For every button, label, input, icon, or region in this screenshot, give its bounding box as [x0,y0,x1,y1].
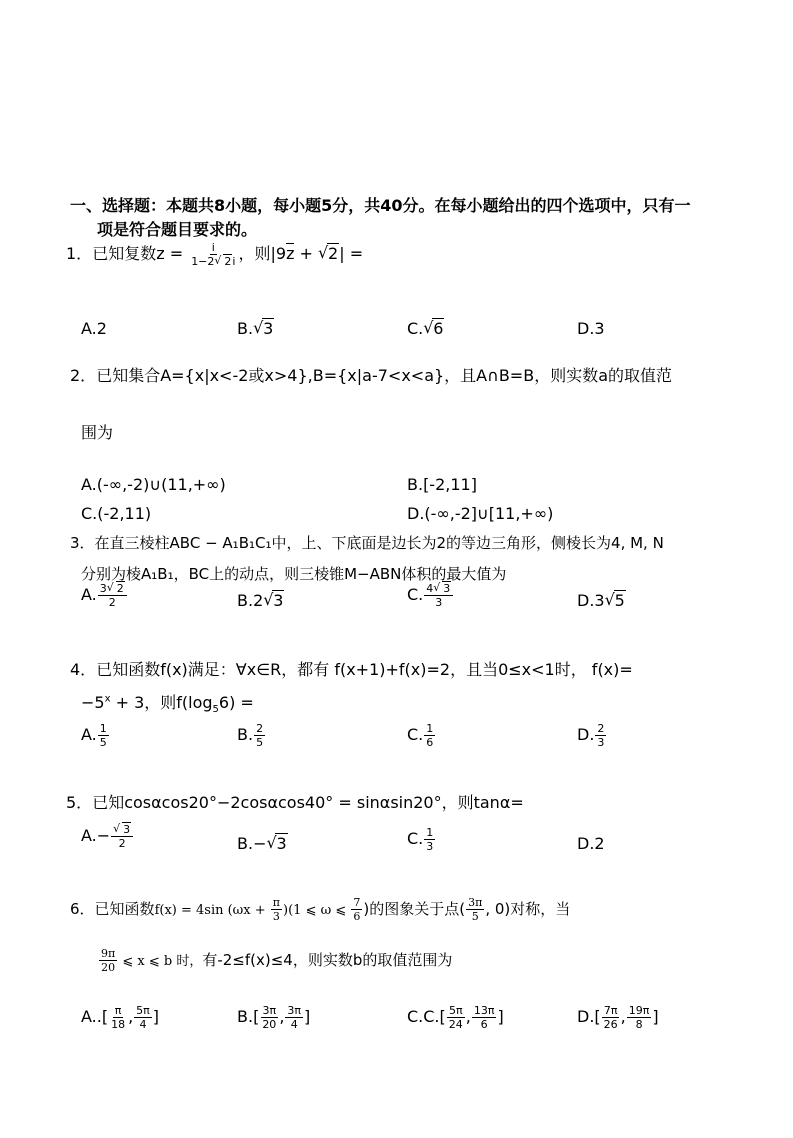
q2-text: 已知集合A={x|x<-2或x>4},B={x|a-7<x<a}，且A∩B=B，则实数a的取值范 [96,366,672,385]
q2-option-d[interactable]: D.(-∞,-2]∪[11,+∞) [407,504,554,523]
q1-frac-den: 1−2√ 2i [189,255,237,267]
q5-text: 已知cosαcos20°−2cosαcos40° = sinαsin20°，则tanα= [92,793,524,812]
q2-option-c[interactable]: C.(-2,11) [81,504,152,523]
q1-option-b[interactable]: B.√ 3 [237,319,274,338]
q6-option-d[interactable]: D.[ $\frac{7\pi}{26}$ , $\frac{19\pi}{8}$ ] [577,1004,659,1031]
q2-option-b[interactable]: B.[-2,11] [407,475,477,494]
q5-option-c[interactable]: C. $\frac{1}{3}$ [407,826,434,853]
q3-text: 在直三棱柱ABC − A₁B₁C₁中，上、下底面是边长为2的等边三角形，侧棱长为4, M, N [94,534,664,552]
q3-number: 3． [70,534,95,552]
section-title: 一、选择题：本题共8小题，每小题5分，共40分。在每小题给出的四个选项中，只有一 [70,196,691,215]
q4-option-c[interactable]: C. $\frac{1}{6}$ [407,722,434,749]
q4-number: 4． [70,660,97,679]
q1-number: 1． [66,244,93,263]
q2-text-cont: 围为 [81,423,114,442]
q3-text-cont: 分别为棱A₁B₁，BC上的动点，则三棱锥M−ABN体积的最大值为 [81,565,507,583]
q1-option-c[interactable]: C.√ 6 [407,319,444,338]
q6-function: f(x) = 4sin (ωx + [154,903,270,918]
q5-option-a[interactable]: A.− √ $\frac{3}{2}$ [81,824,134,849]
q4-option-a[interactable]: A. $\frac{1}{5}$ [81,722,107,749]
q4-text-cont: $-5^x + 3$，则$f(\log_56)$ = [81,693,254,716]
q4-text: 已知函数f(x)满足：∀x∈R，都有 f(x+1)+f(x)=2，且当0≤x<1时， f(x)= [96,660,633,679]
q3-option-a[interactable]: A. $\frac{3√ 2}{2}$ [81,583,128,608]
question-3 [70,532,664,553]
q1-zbar: z [286,244,295,263]
q2-option-a[interactable]: A.(-∞,-2)∪(11,+∞) [81,475,226,494]
q6-text-cont: $\frac{9\pi}{20}$ ⩽ x ⩽ b 时，有-2≤f(x)≤4，则实数b的取值范围为 [101,947,453,974]
q1-option-a[interactable]: A.2 [81,319,107,338]
q6-option-b[interactable]: B.[ $\frac{3\pi}{20}$ , $\frac{3\pi}{4}$ ] [237,1004,311,1031]
question-6: 6．已知函数f(x) = 4sin (ωx + $\frac{\pi}{3}$ )(1 ⩽ ω ⩽ $\frac{7}{6}$ )的图象关于点( $\frac{3\pi}{5}$ , 0)对称，当 [70,896,571,923]
q1-frac-num: i [211,241,215,254]
q1-fraction [189,242,237,267]
section-title-cont: 项是符合题目要求的。 [97,220,258,239]
q6-option-a[interactable]: A..[ $\frac{\pi}{18}$ , $\frac{5\pi}{4}$ ] [81,1004,160,1031]
q1-prefix: 已知复数 [92,244,157,263]
q2-number: 2． [70,366,97,385]
question-1: 1．已知复数z = $\frac{i}{1-2√ 2i}$ ，则|9z + √ 2| = [66,241,363,267]
q4-option-b[interactable]: B. $\frac{2}{5}$ [237,722,264,749]
question-2 [70,363,672,386]
q5-option-b[interactable]: B.−√ 3 [237,834,288,853]
q5-option-d[interactable]: D.2 [577,834,605,853]
q6-number: 6． [70,900,95,918]
q6-option-c[interactable]: C.C.[ $\frac{5\pi}{24}$ , $\frac{13\pi}{6}$ ] [407,1004,504,1031]
q3-option-b[interactable]: B.2√ 3 [237,591,284,610]
q4-option-d[interactable]: D. $\frac{2}{3}$ [577,722,605,749]
question-5 [66,790,524,813]
q1-option-d[interactable]: D.3 [577,319,605,338]
q5-number: 5． [66,793,93,812]
q3-option-d[interactable]: D.3√ 5 [577,591,626,610]
q3-option-c[interactable]: C. $\frac{4√ 3}{3}$ [407,583,454,608]
question-4 [70,657,633,680]
q1-mid: ，则 [238,244,271,263]
q1-z: z = [156,244,189,263]
